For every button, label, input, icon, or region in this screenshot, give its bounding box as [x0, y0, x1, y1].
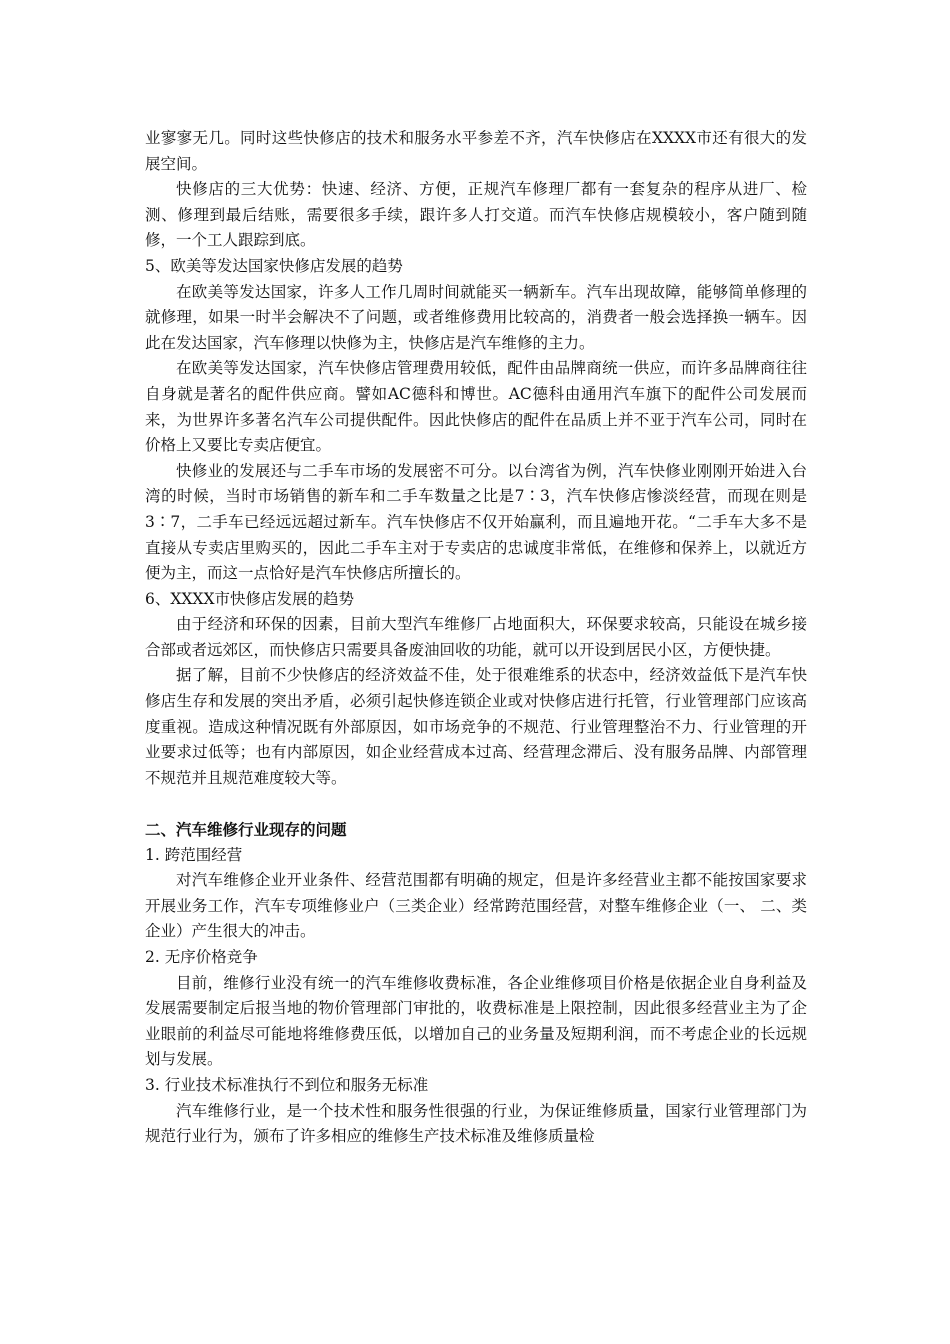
paragraph-western-parts: 在欧美等发达国家，汽车快修店管理费用较低，配件由品牌商统一供应，而许多品牌商往往自身就是著名的配件供应商。譬如AC德科和博世。AC德科由通用汽车旗下的配件公司发展而来，为世界许多著名汽车公司提供配件。因此快修店的配件在品质上并不亚于汽车公司，同时在价格上又要比专卖店便宜。: [145, 359, 807, 455]
paragraph-problem-1: 对汽车维修企业开业条件、经营范围都有明确的规定，但是许多经营业主都不能按国家要求开展业务工作，汽车专项维修业户（三类企业）经常跨范围经营，对整车维修企业（一、 二、类企业）产生很大的冲击。: [145, 871, 807, 941]
paragraph-environment: 由于经济和环保的因素，目前大型汽车维修厂占地面积大，环保要求较高，只能设在城乡接合部或者远郊区，而快修店只需要具备废油回收的功能，就可以开设到居民小区，方便快捷。: [145, 615, 807, 659]
heading-5: 5、欧美等发达国家快修店发展的趋势: [145, 256, 403, 275]
paragraph-problem-2: 目前，维修行业没有统一的汽车维修收费标准，各企业维修项目价格是依据企业自身利益及发展需要制定后报当地的物价管理部门审批的，收费标准是上限控制，因此很多经营业主为了企业眼前的利益尽可能地将维修费压低，以增加自己的业务量及短期利润，而不考虑企业的长远规划与发展。: [145, 973, 807, 1069]
heading-problem-2: 2. 无序价格竞争: [145, 948, 258, 966]
document-page: [145, 126, 807, 1150]
heading-problem-1: 1. 跨范围经营: [145, 845, 243, 864]
heading-problem-3: 3. 行业技术标准执行不到位和服务无标准: [145, 1075, 429, 1094]
paragraph-continuation: 业寥寥无几。同时这些快修店的技术和服务水平参差不齐，汽车快修店在XXXX市还有很大的发展空间。: [145, 129, 807, 173]
paragraph-economics: 据了解，目前不少快修店的经济效益不佳，处于很难维系的状态中，经济效益低下是汽车快修店生存和发展的突出矛盾，必须引起快修连锁企业或对快修店进行托管，行业管理部门应该高度重视。造成这种情况既有外部原因，如市场竞争的不规范、行业管理整治不力、行业管理的开业要求过低等；也有内部原因，如企业经营成本过高、经营理念滞后、没有服务品牌、内部管理不规范并且规范难度较大等。: [145, 666, 807, 787]
paragraph-western-cars: 在欧美等发达国家，许多人工作几周时间就能买一辆新车。汽车出现故障，能够简单修理的就修理，如果一时半会解决不了问题，或者维修费用比较高的，消费者一般会选择换一辆车。因此在发达国家，汽车修理以快修为主，快修店是汽车维修的主力。: [145, 282, 807, 352]
section-title-problems: 二、汽车维修行业现存的问题: [145, 820, 347, 840]
paragraph-used-cars: 快修业的发展还与二手车市场的发展密不可分。以台湾省为例，汽车快修业刚刚开始进入台湾的时候，当时市场销售的新车和二手车数量之比是7∶3，汽车快修店惨淡经营，而现在则是3∶7，二手车已经远远超过新车。汽车快修店不仅开始赢利，而且遍地开花。“二手车大多不是直接从专卖店里购买的，因此二手车主对于专卖店的忠诚度非常低，在维修和保养上，以就近方便为主，而这一点恰好是汽车快修店所擅长的。: [145, 461, 807, 583]
paragraph-problem-3: 汽车维修行业，是一个技术性和服务性很强的行业，为保证维修质量，国家行业管理部门为规范行业行为，颁布了许多相应的维修生产技术标准及维修质量检: [145, 1101, 807, 1146]
paragraph-advantages: 快修店的三大优势：快速、经济、方便，正规汽车修理厂都有一套复杂的程序从进厂、检测、修理到最后结账，需要很多手续，跟许多人打交道。而汽车快修店规模较小，客户随到随修，一个工人跟踪到底。: [145, 180, 807, 250]
heading-6: 6、XXXX市快修店发展的趋势: [145, 589, 355, 608]
